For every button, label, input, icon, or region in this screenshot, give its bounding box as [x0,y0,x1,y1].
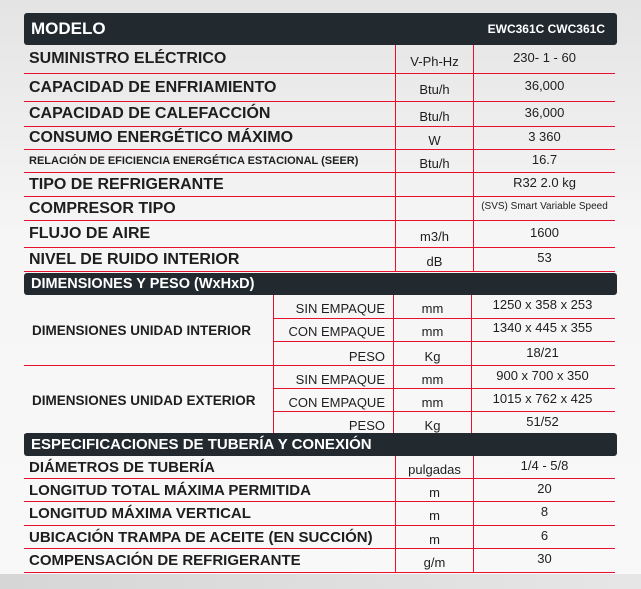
dimension-group-label: DIMENSIONES UNIDAD INTERIOR [32,322,252,338]
spec-value: 16.7 [531,151,558,167]
spec-label: CAPACIDAD DE CALEFACCIÓN [29,105,271,122]
spec-unit: Btu/h [395,150,474,172]
model-title: MODELO [31,19,106,38]
spec-unit: m [395,526,474,548]
spec-label: COMPENSACIÓN DE REFRIGERANTE [29,552,301,569]
dimension-row [273,389,615,412]
spec-row [24,456,615,479]
model-numbers: EWC361C CWC361C [487,22,605,36]
dimension-unit: mm [393,389,472,411]
dimension-row [273,366,615,389]
spec-row [24,150,615,173]
spec-label: DIÁMETROS DE TUBERÍA [29,458,215,476]
model-header [24,13,617,45]
dimension-group-label: DIMENSIONES UNIDAD EXTERIOR [32,392,256,408]
dimension-sublabel: CON EMPAQUE [273,319,393,342]
dimension-value: 1250 x 358 x 253 [492,296,593,312]
spec-value: 1/4 - 5/8 [520,457,569,473]
spec-unit: W [395,127,474,149]
dimension-value: 51/52 [526,414,559,429]
spec-unit: g/m [395,549,474,572]
dimension-unit: Kg [393,342,472,366]
spec-value: 1600 [530,224,559,240]
spec-row [24,74,615,102]
dimension-value: 900 x 700 x 350 [496,367,589,383]
spec-label: TIPO DE REFRIGERANTE [29,175,224,193]
spec-row [24,479,615,502]
spec-unit: V-Ph-Hz [395,45,474,73]
dimensions-header [24,273,617,295]
spec-label: NIVEL DE RUIDO INTERIOR [29,250,240,268]
spec-unit: Btu/h [395,102,474,126]
dimension-sublabel: PESO [273,412,393,435]
spec-unit: Btu/h [395,74,474,101]
dimensions-title: DIMENSIONES Y PESO (WxHxD) [31,276,255,292]
dimension-sublabel: PESO [273,342,393,366]
spec-row [24,248,615,272]
spec-label: RELACIÓN DE EFICIENCIA ENERGÉTICA ESTACIONAL (SEER) [29,155,359,167]
spec-value: 53 [537,250,552,265]
spec-label: SUMINISTRO ELÉCTRICO [29,50,227,67]
spec-unit [395,197,474,220]
spec-label: UBICACIÓN TRAMPA DE ACEITE (EN SUCCIÓN) [29,528,373,546]
dimension-row [273,295,615,319]
piping-title: ESPECIFICACIONES DE TUBERÍA Y CONEXIÓN [31,436,372,453]
spec-value: 230- 1 - 60 [513,49,576,65]
spec-label: LONGITUD TOTAL MÁXIMA PERMITIDA [29,481,311,499]
spec-value: 36,000 [524,78,565,93]
dimension-row [273,342,615,366]
spec-row [24,197,615,221]
spec-row [24,45,615,74]
spec-unit [395,173,474,196]
dimension-row [273,412,615,435]
spec-label: CONSUMO ENERGÉTICO MÁXIMO [29,129,294,146]
piping-header [24,433,617,456]
spec-row [24,221,615,248]
spec-label: COMPRESOR TIPO [29,199,176,217]
spec-value: 30 [537,551,552,566]
spec-value: 3 360 [528,128,561,144]
dimension-unit: mm [393,295,472,318]
spec-row [24,526,615,549]
dimension-group [24,295,615,366]
spec-unit: m [395,479,474,501]
spec-label: CAPACIDAD DE ENFRIAMIENTO [29,78,277,96]
spec-row [24,102,615,127]
spec-value: 6 [540,527,549,543]
spec-unit: dB [395,248,474,271]
spec-row [24,502,615,526]
spec-value: 8 [540,504,549,519]
spec-value: 20 [537,480,552,496]
spec-label: FLUJO DE AIRE [29,225,151,242]
spec-label: LONGITUD MÁXIMA VERTICAL [29,505,251,522]
dimension-value: 1340 x 445 x 355 [492,320,593,336]
spec-value: 36,000 [524,104,565,120]
dimension-unit: Kg [393,412,472,435]
spec-unit: pulgadas [395,456,474,478]
spec-unit: m [395,502,474,525]
dimension-unit: mm [393,366,472,388]
page-bottom [0,574,641,589]
spec-row [24,549,615,573]
spec-value: (SVS) Smart Variable Speed [481,201,608,212]
dimension-sublabel: SIN EMPAQUE [273,295,393,318]
dimension-sublabel: CON EMPAQUE [273,389,393,411]
dimension-group [24,366,615,435]
dimension-sublabel: SIN EMPAQUE [273,366,393,388]
spec-row [24,173,615,197]
dimension-row [273,319,615,343]
dimension-value: 18/21 [526,344,559,360]
spec-unit: m3/h [395,221,474,247]
dimension-unit: mm [393,319,472,342]
dimension-value: 1015 x 762 x 425 [492,390,593,406]
spec-value: R32 2.0 kg [513,175,576,190]
spec-row [24,127,615,150]
